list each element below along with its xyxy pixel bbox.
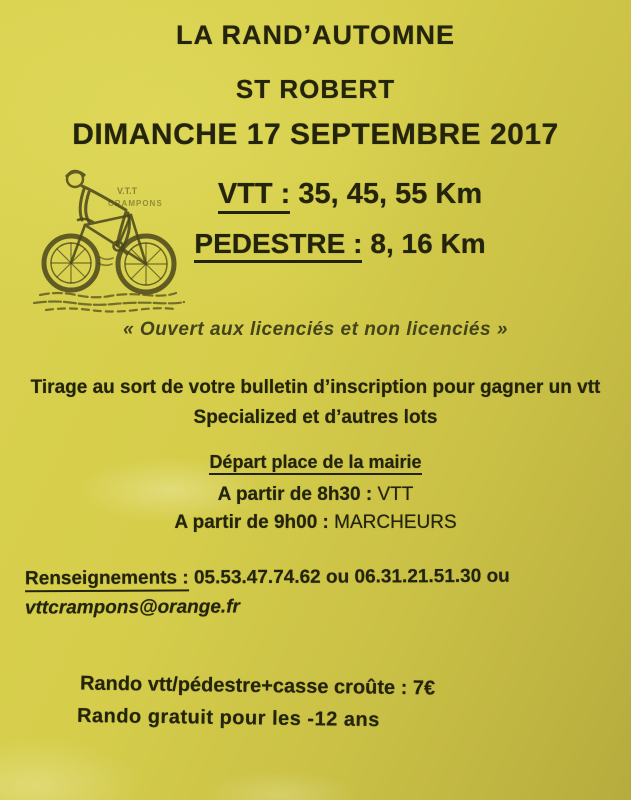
contact-label: Renseignements :: [25, 567, 189, 592]
price-line: Rando vtt/pédestre+casse croûte : 7€: [79, 672, 436, 700]
open-to-all-quote: « Ouvert aux licenciés et non licenciés »: [123, 319, 508, 340]
free-under-12-line: Rando gratuit pour les -12 ans: [76, 704, 380, 732]
event-title: LA RAND’AUTOMNE: [176, 20, 455, 50]
raffle-line-2: Specialized et d’autres lots: [193, 407, 438, 428]
departure-vtt-label: A partir de 8h30 :: [217, 484, 373, 505]
departure-vtt-value: VTT: [377, 484, 414, 505]
mountain-biker-icon: [24, 156, 200, 316]
pedestre-distances-line: [150, 228, 530, 260]
departure-walkers-line: [0, 512, 631, 534]
contact-phones: 05.53.47.74.62 ou 06.31.21.51.30 ou: [193, 565, 510, 589]
vtt-distances-line: [170, 178, 530, 211]
pedestre-values: 8, 16 Km: [370, 228, 486, 259]
contact-info-line: [25, 566, 510, 591]
vtt-values: 35, 45, 55 Km: [298, 178, 483, 210]
raffle-line-1: Tirage au sort de votre bulletin d’inscription pour gagner un vtt: [30, 377, 601, 398]
departure-title: Départ place de la mairie: [0, 452, 631, 473]
pedestre-label: PEDESTRE :: [194, 228, 362, 263]
departure-vtt-line: [0, 484, 631, 506]
departure-walkers-label: A partir de 9h00 :: [174, 512, 329, 533]
clipart-text-crampons: CRAMPONS: [108, 199, 163, 208]
contact-email: vttcrampons@orange.fr: [24, 596, 240, 619]
departure-walkers-value: MARCHEURS: [334, 512, 457, 533]
vtt-label: VTT :: [218, 178, 291, 214]
event-location: ST ROBERT: [235, 74, 396, 104]
clipart-text-vtt: V.T.T: [117, 186, 138, 196]
event-date: DIMANCHE 17 SEPTEMBRE 2017: [72, 118, 559, 151]
